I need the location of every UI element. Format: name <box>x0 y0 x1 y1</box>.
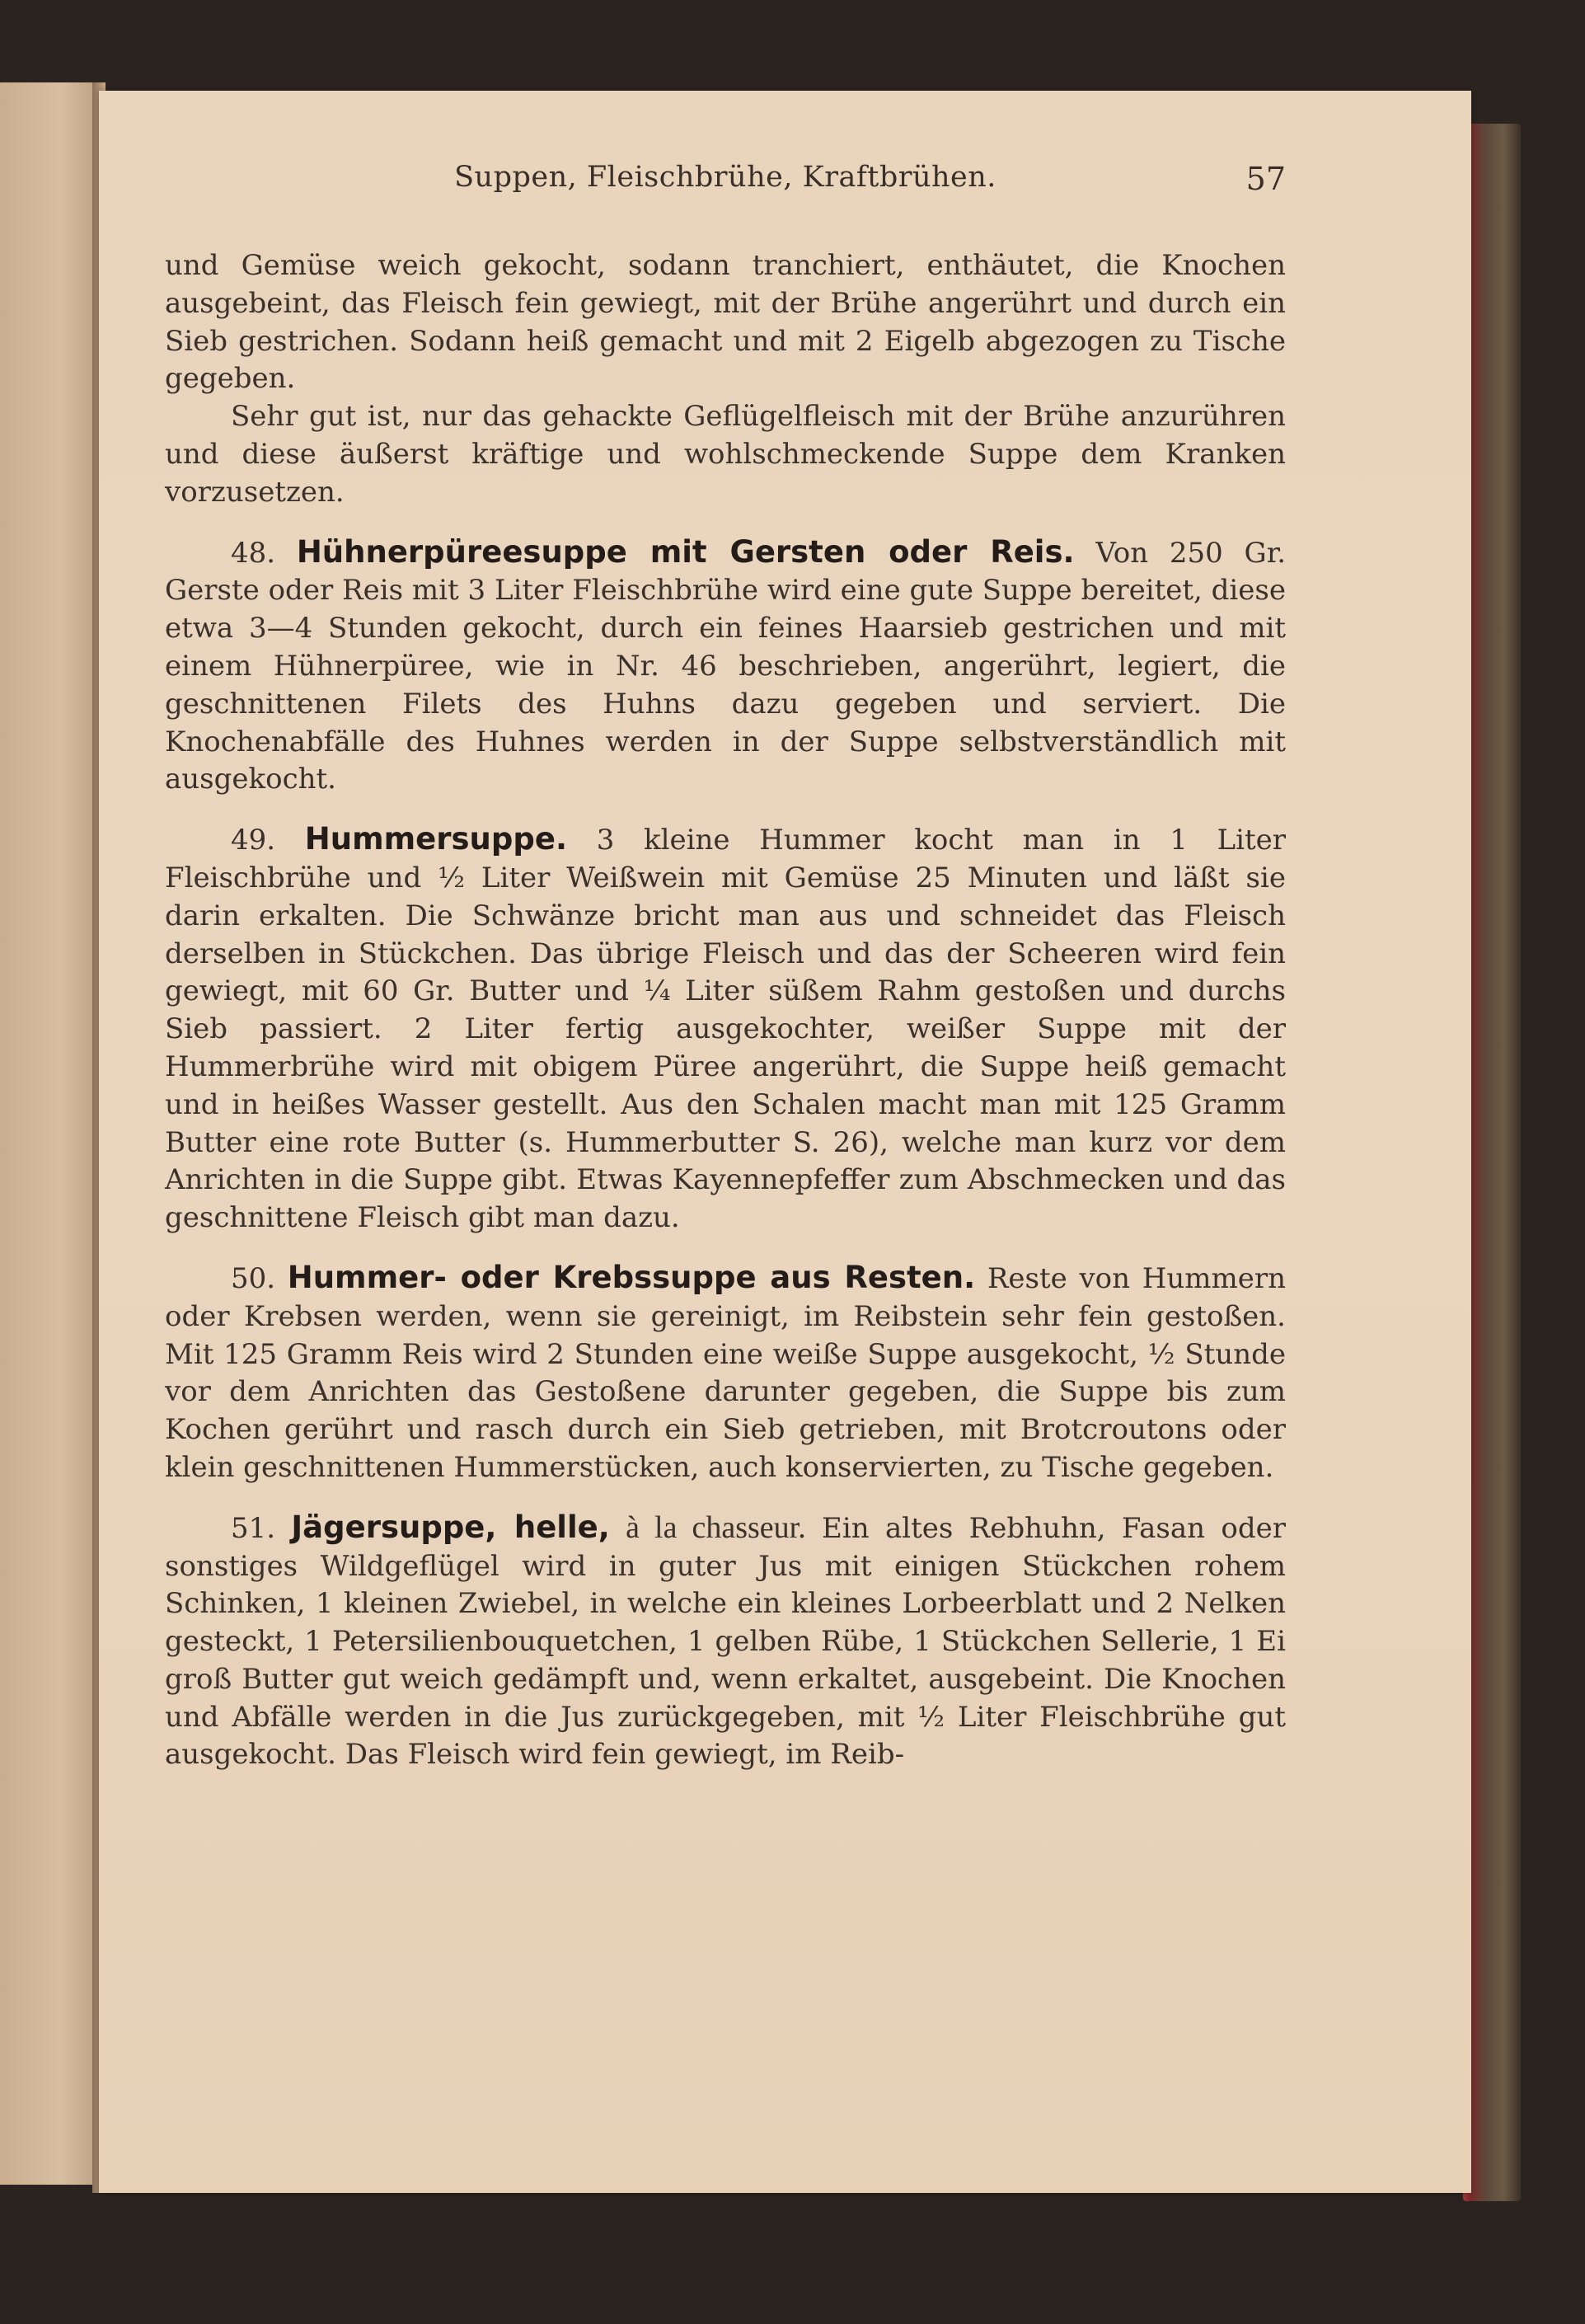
recipe-text: 3 kleine Hummer kocht man in 1 Liter Fleischbrühe und ½ Liter Weißwein mit Gemüse 25 Minuten und läßt sie darin erkalten. Die Schwänze bricht man aus und schneidet das Fleisch derselben in Stückchen. Das übrige Fleisch und das der Scheeren wird fein gewiegt, mit 60 Gr. Butter und ¼ Liter süßem Rahm gestoßen und durchs Sieb passiert. 2 Liter fertig ausgekochter, weißer Suppe mit der Hummerbrühe wird mit obigem Püree angerührt, die Suppe heiß gemacht und in heißes Wasser gestellt. Aus den Schalen macht man mit 125 Gramm Butter eine rote Butter (s. Hummerbutter S. 26), welche man kurz vor dem Anrichten in die Suppe gibt. Etwas Kayennepfeffer zum Abschmecken und das geschnittene Fleisch gibt man dazu. <box>165 824 1286 1235</box>
recipe-51 <box>165 1509 1286 1775</box>
left-page-edge <box>0 82 103 2185</box>
recipe-text: Reste von Hummern oder Krebsen werden, wenn sie gereinigt, im Reibstein sehr fein gestoßen. Mit 125 Gramm Reis wird 2 Stunden eine weiße Suppe ausgekocht, ½ Stunde vor dem Anrichten das Gestoßene darunter gegeben, die Suppe bis zum Kochen gerührt und rasch durch ein Sieb getrieben, mit Brotcroutons oder klein geschnittenen Hummerstücken, auch konservierten, zu Tische gegeben. <box>165 1261 1286 1484</box>
recipe-text: Von 250 Gr. Gerste oder Reis mit 3 Liter Fleischbrühe wird eine gute Suppe bereitet, diese etwa 3—4 Stunden gekocht, durch ein feines Haarsieb gestrichen und mit einem Hühnerpüree, wie in Nr. 46 beschrieben, angerührt, legiert, die geschnittenen Filets des Huhns dazu gegeben und serviert. Die Knochenabfälle des Huhnes werden in der Suppe selbstverständlich mit ausgekocht. <box>165 536 1287 796</box>
recipe-49 <box>165 820 1286 1237</box>
recipe-title: Hühnerpüreesuppe mit Gersten oder Reis. <box>296 533 1075 570</box>
recipe-number: 48. <box>231 536 276 570</box>
recipe-title: Hummer- oder Krebssuppe aus Resten. <box>287 1259 976 1295</box>
recipe-50 <box>165 1259 1286 1487</box>
recipe-title: Jägersuppe, helle, <box>291 1509 610 1545</box>
paragraph-note: Sehr gut ist, nur das gehackte Geflügelfleisch mit der Brühe anzurühren und diese äußerst kräftige und wohlschmeckende Suppe dem Kranken vorzusetzen. <box>165 400 1286 509</box>
paragraph-continuation: und Gemüse weich gekocht, sodann tranchiert, enthäutet, die Knochen ausgebeint, das Fleisch fein gewiegt, mit der Brühe angerührt und durch ein Sieb gestrichen. Sodann heiß gemacht und mit 2 Eigelb abgezogen zu Tische gegeben. <box>165 249 1286 396</box>
recipe-48 <box>165 533 1286 800</box>
recipe-number: 50. <box>231 1261 276 1295</box>
page-header <box>165 161 1286 210</box>
recipe-text: Ein altes Rebhuhn, Fasan oder sonstiges Wildgeflügel wird in guter Jus mit einigen Stückchen rohem Schinken, 1 kleinen Zwiebel, in welche ein kleines Lorbeerblatt und 2 Nelken gesteckt, 1 Petersilienbouquetchen, 1 gelben Rübe, 1 Stückchen Sellerie, 1 Ei groß Butter gut weich gedämpft und, wenn erkaltet, ausgebeint. Die Knochen und Abfälle werden in die Jus zurückgegeben, mit ½ Liter Fleischbrühe gut ausgekocht. Das Fleisch wird fein gewiegt, im Reib- <box>165 1511 1286 1772</box>
page-number: 57 <box>1245 161 1286 197</box>
running-head: Suppen, Fleischbrühe, Kraftbrühen. <box>454 161 996 194</box>
recipe-latin-subtitle: à la chasseur. <box>626 1509 806 1545</box>
recipe-number: 49. <box>231 824 276 857</box>
recipe-title: Hummersuppe. <box>304 821 568 857</box>
page-body <box>165 247 1286 1774</box>
recipe-number: 51. <box>231 1511 276 1545</box>
book-cover-edge <box>1463 124 1521 2201</box>
